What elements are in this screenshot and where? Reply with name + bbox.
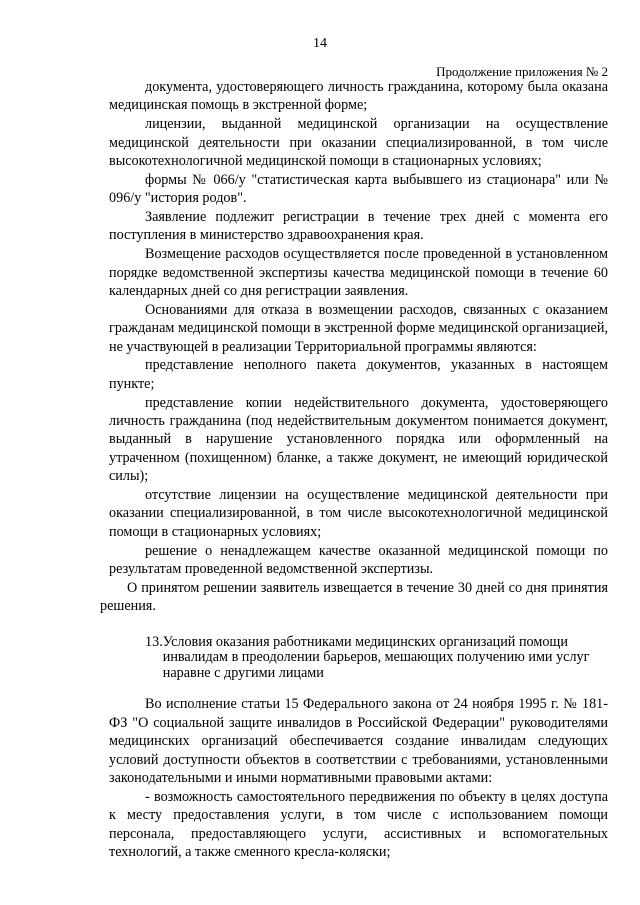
paragraph: Во исполнение статьи 15 Федерального закона от 24 ноября 1995 г. № 181-ФЗ "О социальной защите инвалидов в Российской Федерации" руководителями медицинских организаций обеспечивается создание инвалидам следующих условий доступности объектов в соответствии с требованиями, установленными законодательными и иными нормативными правовыми актами:	[109, 696, 608, 787]
paragraph: Заявление подлежит регистрации в течение трех дней с момента его поступления в министерство здравоохранения края.	[109, 209, 608, 244]
document-body	[100, 78, 608, 862]
section-title: Условия оказания работниками медицинских организаций помощи инвалидам в преодолении барьеров, мешающих получению ими услуг наравне с другими лицами	[162, 633, 590, 681]
list-item: - возможность самостоятельного передвижения по объекту в целях доступа к месту предоставления услуги, в том числе с использованием помощи персонала, предоставляющего услуги, ассистивных и вспомогательных технологий, а также сменного кресла-коляски;	[109, 788, 608, 861]
page-number: 14	[313, 36, 327, 51]
paragraph: отсутствие лицензии на осуществление медицинской деятельности при оказании специализированной, в том числе высокотехнологичной медицинской помощи в стационарных условиях;	[109, 487, 608, 540]
paragraph: Основаниями для отказа в возмещении расходов, связанных с оказанием гражданам медицинской помощи в экстренной форме медицинской организацией, не участвующей в реализации Территориальной программы являются:	[109, 301, 608, 355]
paragraph: документа, удостоверяющего личность гражданина, которому была оказана медицинская помощь в экстренной форме;	[109, 79, 608, 114]
section-number: 13.	[145, 633, 163, 650]
paragraph: представление неполного пакета документов, указанных в настоящем пункте;	[109, 357, 608, 392]
paragraph: представление копии недействительного документа, удостоверяющего личность гражданина (под недействительным документом понимается документ, выданный в нарушение установленного порядка или оформленный на утраченном (похищенном) бланке, а также документ, не имеющий юридической силы);	[109, 394, 608, 485]
paragraph: решение о ненадлежащем качестве оказанной медицинской помощи по результатам проведенной ведомственной экспертизы.	[109, 542, 608, 578]
paragraph: лицензии, выданной медицинской организации на осуществление медицинской деятельности при оказании специализированной, в том числе высокотехнологичной медицинской помощи в стационарных условиях;	[109, 116, 608, 170]
section-heading	[145, 635, 608, 682]
annex-continuation-note: Продолжение приложения № 2	[436, 64, 608, 79]
paragraph: О принятом решении заявитель извещается в течение 30 дней со дня принятия решения.	[100, 579, 608, 615]
paragraph: формы № 066/у "статистическая карта выбывшего из стационара" или № 096/у "история родов".	[109, 171, 608, 207]
paragraph: Возмещение расходов осуществляется после проведенной в установленном порядке ведомственной экспертизы качества медицинской помощи в течение 60 календарных дней со дня регистрации заявления.	[109, 246, 608, 300]
